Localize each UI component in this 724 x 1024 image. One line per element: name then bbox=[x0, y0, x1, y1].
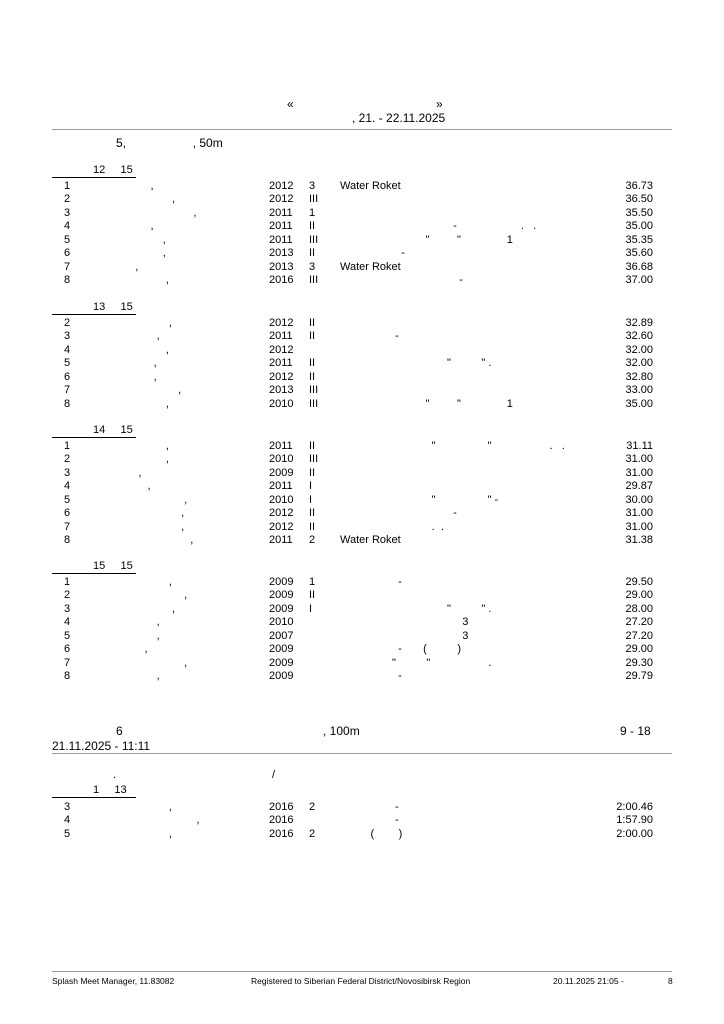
event-5-title: 5, , 50m bbox=[116, 136, 223, 150]
result-club: 3 bbox=[340, 616, 469, 629]
result-place: 4 bbox=[64, 616, 71, 629]
result-time: 31.00 bbox=[625, 520, 653, 533]
result-name: , bbox=[120, 827, 172, 840]
result-place: 5 bbox=[64, 233, 71, 246]
result-time: 31.00 bbox=[625, 453, 653, 466]
result-name: , bbox=[120, 233, 166, 246]
result-birth-year: 2011 bbox=[269, 440, 293, 452]
result-place: 6 bbox=[64, 643, 71, 656]
result-birth-year: 2012 bbox=[269, 343, 294, 356]
result-place: 7 bbox=[64, 260, 71, 273]
result-time: 27.20 bbox=[625, 616, 653, 629]
result-time: 2:00.46 bbox=[616, 801, 653, 813]
result-name: , bbox=[120, 193, 176, 206]
result-category: 1 bbox=[309, 206, 316, 219]
result-place: 3 bbox=[64, 330, 71, 343]
event-6-subheader-dot: . bbox=[113, 769, 117, 781]
result-name: , bbox=[120, 247, 166, 260]
result-place: 3 bbox=[64, 206, 71, 219]
result-category: III bbox=[309, 397, 319, 410]
result-row bbox=[0, 507, 724, 520]
result-row bbox=[0, 440, 724, 453]
result-row bbox=[0, 603, 724, 616]
result-place: 8 bbox=[64, 534, 71, 547]
result-row bbox=[0, 521, 724, 534]
result-name: , bbox=[120, 180, 154, 192]
event-6-title-number: 6 bbox=[116, 724, 123, 738]
result-club: " " - bbox=[340, 493, 499, 506]
result-birth-year: 2016 bbox=[269, 814, 294, 827]
result-birth-year: 2012 bbox=[269, 317, 294, 329]
result-category: III bbox=[309, 453, 319, 466]
result-row bbox=[0, 274, 724, 287]
result-name: , bbox=[120, 629, 160, 642]
result-row bbox=[0, 657, 724, 670]
result-name: , bbox=[120, 814, 200, 827]
result-club: Water Roket bbox=[340, 260, 401, 273]
result-name: , bbox=[120, 453, 169, 466]
footer-divider bbox=[52, 971, 672, 972]
result-name: , bbox=[120, 589, 188, 602]
result-category: II bbox=[309, 440, 316, 452]
event-6-datetime: 21.11.2025 - 11:11 bbox=[52, 739, 151, 753]
result-category: II bbox=[309, 357, 316, 370]
result-place: 8 bbox=[64, 670, 71, 683]
result-club: - bbox=[340, 801, 399, 813]
result-name: , bbox=[120, 370, 157, 383]
result-club: - bbox=[340, 670, 402, 683]
result-row bbox=[0, 371, 724, 384]
event-6-divider bbox=[52, 753, 672, 754]
result-name: , bbox=[120, 480, 151, 493]
header-divider bbox=[52, 129, 672, 130]
result-time: 29.50 bbox=[625, 576, 653, 588]
result-birth-year: 2011 bbox=[269, 206, 293, 219]
result-category: II bbox=[309, 220, 316, 233]
result-club: - bbox=[340, 814, 399, 827]
result-row bbox=[0, 193, 724, 206]
result-place: 2 bbox=[64, 589, 71, 602]
result-row bbox=[0, 234, 724, 247]
result-birth-year: 2011 bbox=[269, 220, 293, 233]
result-name: , bbox=[120, 440, 169, 452]
result-row bbox=[0, 180, 724, 193]
result-time: 28.00 bbox=[625, 602, 653, 615]
result-birth-year: 2011 bbox=[269, 330, 293, 343]
result-club: ( ) bbox=[340, 827, 403, 840]
result-row bbox=[0, 814, 724, 827]
result-club: - bbox=[340, 507, 457, 520]
result-place: 3 bbox=[64, 801, 71, 813]
result-birth-year: 2016 bbox=[269, 801, 294, 813]
result-place: 8 bbox=[64, 274, 71, 287]
result-row bbox=[0, 589, 724, 602]
result-time: 31.00 bbox=[625, 507, 653, 520]
result-time: 37.00 bbox=[625, 274, 653, 287]
result-place: 5 bbox=[64, 827, 71, 840]
result-name: , bbox=[120, 206, 197, 219]
result-club: " " . bbox=[340, 656, 492, 669]
result-row bbox=[0, 398, 724, 411]
result-category: III bbox=[309, 384, 319, 397]
footer-page-number: 8 bbox=[668, 976, 673, 986]
result-category: I bbox=[309, 480, 313, 493]
result-name: , bbox=[120, 274, 169, 287]
result-row bbox=[0, 643, 724, 656]
result-birth-year: 2010 bbox=[269, 397, 294, 410]
result-place: 3 bbox=[64, 602, 71, 615]
result-row bbox=[0, 247, 724, 260]
result-time: 31.11 bbox=[626, 440, 653, 452]
result-club: - bbox=[340, 274, 463, 287]
result-name: , bbox=[120, 616, 160, 629]
group-underline bbox=[52, 797, 136, 798]
result-place: 8 bbox=[64, 397, 71, 410]
result-birth-year: 2011 bbox=[269, 534, 293, 547]
result-club: - ( ) bbox=[340, 643, 462, 656]
result-club: " " . bbox=[340, 357, 492, 370]
result-place: 5 bbox=[64, 629, 71, 642]
result-birth-year: 2012 bbox=[269, 193, 294, 206]
result-club: . . bbox=[340, 520, 444, 533]
result-place: 5 bbox=[64, 493, 71, 506]
result-club: " " . bbox=[340, 602, 492, 615]
result-birth-year: 2012 bbox=[269, 180, 294, 192]
result-time: 29.00 bbox=[625, 589, 653, 602]
result-name: , bbox=[120, 801, 172, 813]
result-time: 32.00 bbox=[625, 357, 653, 370]
result-time: 36.73 bbox=[625, 180, 653, 192]
result-name: , bbox=[120, 576, 172, 588]
result-category: II bbox=[309, 317, 316, 329]
result-category: II bbox=[309, 466, 316, 479]
result-birth-year: 2010 bbox=[269, 453, 294, 466]
result-row bbox=[0, 670, 724, 683]
result-row bbox=[0, 828, 724, 841]
result-place: 3 bbox=[64, 466, 71, 479]
result-category: II bbox=[309, 507, 316, 520]
result-time: 29.87 bbox=[625, 480, 653, 493]
result-name: , bbox=[120, 317, 172, 329]
result-time: 36.68 bbox=[625, 260, 653, 273]
result-time: 1:57.90 bbox=[616, 814, 653, 827]
result-club: Water Roket bbox=[340, 534, 401, 547]
result-time: 35.35 bbox=[625, 233, 653, 246]
result-place: 5 bbox=[64, 357, 71, 370]
result-place: 7 bbox=[64, 384, 71, 397]
result-birth-year: 2009 bbox=[269, 656, 294, 669]
result-birth-year: 2009 bbox=[269, 670, 294, 683]
result-category: II bbox=[309, 330, 316, 343]
result-birth-year: 2012 bbox=[269, 520, 294, 533]
result-row bbox=[0, 344, 724, 357]
result-birth-year: 2012 bbox=[269, 507, 294, 520]
group-underline bbox=[52, 573, 136, 574]
result-club: - bbox=[340, 576, 402, 588]
event-6-title-distance: , 100m bbox=[323, 724, 360, 738]
result-name: , bbox=[120, 397, 169, 410]
age-group-title: 1 13 bbox=[93, 784, 127, 796]
result-row bbox=[0, 207, 724, 220]
result-name: , bbox=[120, 466, 142, 479]
result-row bbox=[0, 616, 724, 629]
result-place: 7 bbox=[64, 520, 71, 533]
result-time: 30.00 bbox=[625, 493, 653, 506]
result-birth-year: 2011 bbox=[269, 233, 293, 246]
result-club: - bbox=[340, 330, 399, 343]
result-birth-year: 2013 bbox=[269, 384, 294, 397]
result-time: 33.00 bbox=[625, 384, 653, 397]
result-name: , bbox=[120, 384, 182, 397]
result-time: 35.50 bbox=[625, 206, 653, 219]
result-time: 2:00.00 bbox=[616, 827, 653, 840]
result-row bbox=[0, 801, 724, 814]
result-time: 27.20 bbox=[625, 629, 653, 642]
result-birth-year: 2013 bbox=[269, 247, 294, 260]
result-name: , bbox=[120, 534, 194, 547]
result-name: , bbox=[120, 670, 160, 683]
result-birth-year: 2012 bbox=[269, 370, 294, 383]
result-category: 2 bbox=[309, 801, 316, 813]
result-time: 36.50 bbox=[625, 193, 653, 206]
age-group-title: 15 15 bbox=[93, 560, 133, 572]
result-time: 31.38 bbox=[625, 534, 653, 547]
meet-title-quote-open: « bbox=[287, 97, 294, 111]
event-6-age-range: 9 - 18 bbox=[620, 724, 651, 738]
group-underline bbox=[52, 177, 136, 178]
result-time: 32.00 bbox=[625, 343, 653, 356]
result-category: I bbox=[309, 602, 313, 615]
result-category: 2 bbox=[309, 534, 316, 547]
result-name: , bbox=[120, 507, 185, 520]
result-category: 1 bbox=[309, 576, 316, 588]
result-club: " " . . bbox=[340, 440, 565, 452]
result-name: , bbox=[120, 343, 169, 356]
result-place: 1 bbox=[64, 440, 71, 452]
result-place: 4 bbox=[64, 220, 71, 233]
result-category: III bbox=[309, 274, 319, 287]
footer-software: Splash Meet Manager, 11.83082 bbox=[52, 976, 175, 986]
result-club: " " 1 bbox=[340, 233, 513, 246]
age-group-title: 14 15 bbox=[93, 424, 133, 436]
result-birth-year: 2009 bbox=[269, 643, 294, 656]
result-time: 32.80 bbox=[625, 370, 653, 383]
result-row bbox=[0, 494, 724, 507]
result-time: 35.00 bbox=[625, 220, 653, 233]
footer-timestamp: 20.11.2025 21:05 - bbox=[553, 976, 624, 986]
group-underline bbox=[52, 314, 136, 315]
result-club: 3 bbox=[340, 629, 469, 642]
result-row bbox=[0, 261, 724, 274]
age-group-title: 12 15 bbox=[93, 164, 133, 176]
result-row bbox=[0, 480, 724, 493]
result-club: - bbox=[340, 247, 405, 260]
meet-dates: , 21. - 22.11.2025 bbox=[352, 111, 446, 125]
result-category: II bbox=[309, 247, 316, 260]
result-club: " " 1 bbox=[340, 397, 513, 410]
result-row bbox=[0, 357, 724, 370]
result-row bbox=[0, 220, 724, 233]
result-birth-year: 2013 bbox=[269, 260, 294, 273]
result-time: 29.00 bbox=[625, 643, 653, 656]
result-place: 6 bbox=[64, 370, 71, 383]
result-place: 4 bbox=[64, 480, 71, 493]
result-place: 4 bbox=[64, 814, 71, 827]
result-row bbox=[0, 453, 724, 466]
result-time: 32.89 bbox=[625, 317, 653, 329]
result-category: 3 bbox=[309, 260, 316, 273]
result-name: , bbox=[120, 357, 157, 370]
result-club: - . . bbox=[340, 220, 537, 233]
result-birth-year: 2011 bbox=[269, 480, 293, 493]
result-row bbox=[0, 330, 724, 343]
result-birth-year: 2009 bbox=[269, 576, 294, 588]
result-name: , bbox=[120, 520, 185, 533]
result-birth-year: 2009 bbox=[269, 602, 294, 615]
result-category: I bbox=[309, 493, 313, 506]
result-birth-year: 2016 bbox=[269, 827, 294, 840]
result-club: Water Roket bbox=[340, 180, 401, 192]
meet-title-quote-close: » bbox=[436, 97, 443, 111]
result-place: 7 bbox=[64, 656, 71, 669]
result-row bbox=[0, 467, 724, 480]
age-group-title: 13 15 bbox=[93, 301, 133, 313]
result-name: , bbox=[120, 643, 148, 656]
result-name: , bbox=[120, 602, 176, 615]
result-place: 1 bbox=[64, 576, 71, 588]
result-place: 2 bbox=[64, 317, 71, 329]
result-name: , bbox=[120, 330, 160, 343]
result-time: 29.79 bbox=[625, 670, 653, 683]
result-place: 1 bbox=[64, 180, 71, 192]
result-category: II bbox=[309, 520, 316, 533]
result-birth-year: 2010 bbox=[269, 493, 294, 506]
event-6-subheader-slash: / bbox=[272, 769, 276, 781]
result-time: 31.00 bbox=[625, 466, 653, 479]
result-category: 2 bbox=[309, 827, 316, 840]
result-category: III bbox=[309, 193, 319, 206]
result-time: 32.60 bbox=[625, 330, 653, 343]
result-place: 6 bbox=[64, 247, 71, 260]
result-time: 35.60 bbox=[625, 247, 653, 260]
result-time: 29.30 bbox=[625, 656, 653, 669]
result-category: II bbox=[309, 589, 316, 602]
result-time: 35.00 bbox=[625, 397, 653, 410]
result-row bbox=[0, 534, 724, 547]
result-category: 3 bbox=[309, 180, 316, 192]
result-birth-year: 2009 bbox=[269, 466, 294, 479]
result-place: 6 bbox=[64, 507, 71, 520]
result-name: , bbox=[120, 220, 154, 233]
result-row bbox=[0, 317, 724, 330]
result-name: , bbox=[120, 493, 188, 506]
result-birth-year: 2010 bbox=[269, 616, 294, 629]
result-birth-year: 2009 bbox=[269, 589, 294, 602]
result-row bbox=[0, 384, 724, 397]
result-name: , bbox=[120, 260, 139, 273]
result-birth-year: 2016 bbox=[269, 274, 294, 287]
result-category: III bbox=[309, 233, 319, 246]
result-category: II bbox=[309, 370, 316, 383]
result-name: , bbox=[120, 656, 188, 669]
footer-registration: Registered to Siberian Federal District/Novosibirsk Region bbox=[251, 976, 471, 986]
group-underline bbox=[52, 437, 136, 438]
result-place: 2 bbox=[64, 193, 71, 206]
result-row bbox=[0, 630, 724, 643]
result-birth-year: 2007 bbox=[269, 629, 294, 642]
result-birth-year: 2011 bbox=[269, 357, 293, 370]
result-place: 4 bbox=[64, 343, 71, 356]
result-row bbox=[0, 576, 724, 589]
result-place: 2 bbox=[64, 453, 71, 466]
